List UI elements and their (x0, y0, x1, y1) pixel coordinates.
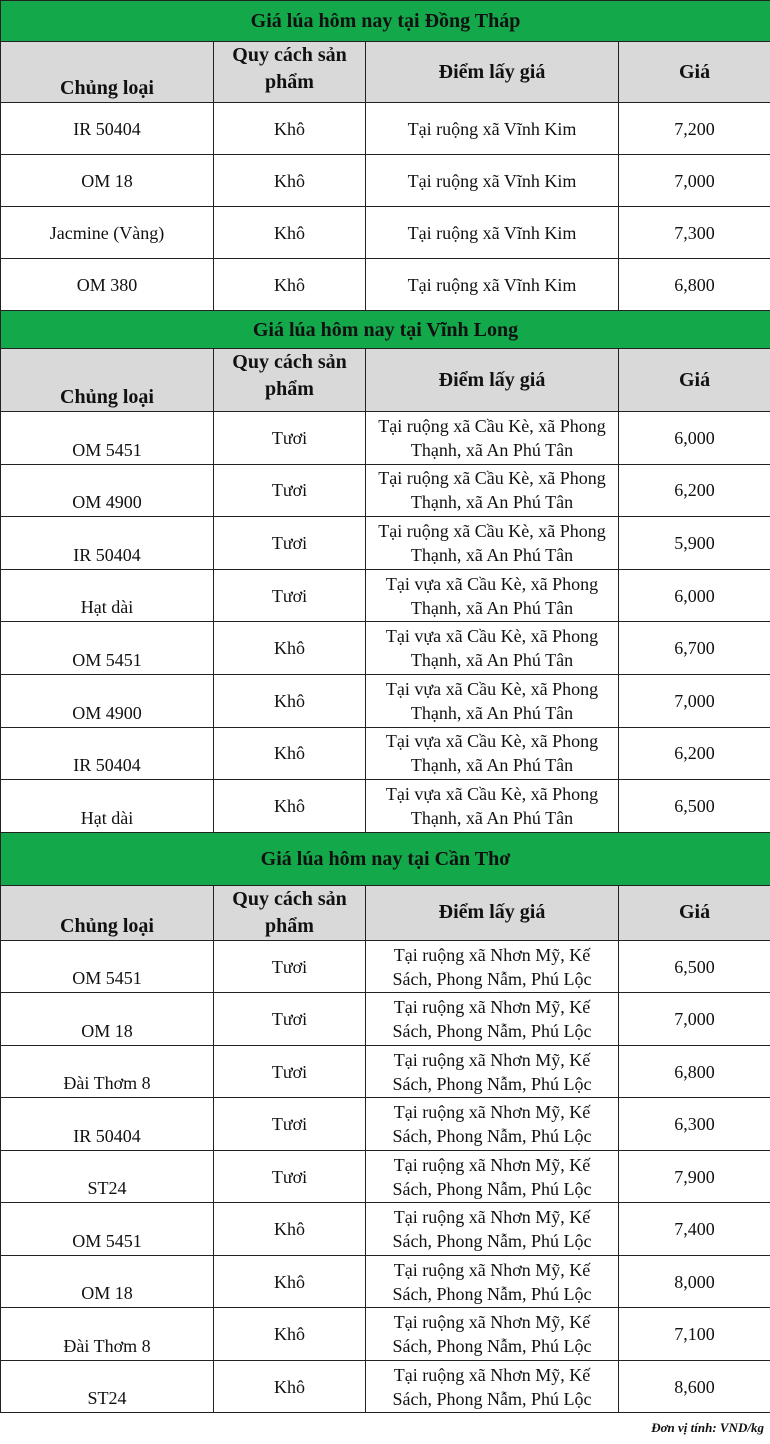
cell-spec: Khô (214, 1360, 366, 1413)
header-row (1, 885, 770, 940)
cell-price: 5,900 (619, 517, 770, 570)
cell-location: Tại ruộng xã Nhơn Mỹ, Kế Sách, Phong Nẫm, Phú Lộc (366, 1203, 619, 1256)
table-row (1, 780, 770, 833)
section-title: Giá lúa hôm nay tại Cần Thơ (1, 832, 770, 885)
cell-price: 8,000 (619, 1255, 770, 1308)
section-title-row (1, 832, 770, 885)
cell-location: Tại ruộng xã Nhơn Mỹ, Kế Sách, Phong Nẫm, Phú Lộc (366, 1360, 619, 1413)
header-type: Chủng loại (1, 885, 214, 940)
header-spec: Quy cách sản phẩm (214, 885, 366, 940)
cell-spec: Tươi (214, 1045, 366, 1098)
cell-type: OM 5451 (1, 940, 214, 993)
cell-spec: Tươi (214, 1098, 366, 1151)
cell-location: Tại ruộng xã Vĩnh Kim (366, 155, 619, 207)
header-location: Điểm lấy giá (366, 885, 619, 940)
header-row (1, 349, 770, 412)
cell-price: 7,900 (619, 1150, 770, 1203)
cell-location: Tại ruộng xã Nhơn Mỹ, Kế Sách, Phong Nẫm, Phú Lộc (366, 1255, 619, 1308)
cell-spec: Tươi (214, 1150, 366, 1203)
table-row (1, 622, 770, 675)
cell-location: Tại vựa xã Cầu Kè, xã Phong Thạnh, xã An Phú Tân (366, 674, 619, 727)
cell-price: 6,200 (619, 727, 770, 780)
table-row (1, 569, 770, 622)
cell-type: Đài Thơm 8 (1, 1045, 214, 1098)
cell-price: 6,700 (619, 622, 770, 675)
table-row (1, 993, 770, 1046)
cell-price: 6,000 (619, 569, 770, 622)
cell-type: OM 5451 (1, 412, 214, 465)
cell-price: 6,800 (619, 259, 770, 311)
cell-price: 7,000 (619, 993, 770, 1046)
cell-price: 6,500 (619, 940, 770, 993)
cell-type: Đài Thơm 8 (1, 1308, 214, 1361)
table-row (1, 464, 770, 517)
cell-location: Tại vựa xã Cầu Kè, xã Phong Thạnh, xã An Phú Tân (366, 569, 619, 622)
cell-type: Hạt dài (1, 569, 214, 622)
cell-price: 7,000 (619, 674, 770, 727)
cell-type: OM 5451 (1, 1203, 214, 1256)
cell-location: Tại ruộng xã Nhơn Mỹ, Kế Sách, Phong Nẫm, Phú Lộc (366, 1045, 619, 1098)
cell-type: ST24 (1, 1150, 214, 1203)
table-row (1, 103, 770, 155)
cell-price: 7,000 (619, 155, 770, 207)
cell-location: Tại vựa xã Cầu Kè, xã Phong Thạnh, xã An Phú Tân (366, 622, 619, 675)
cell-spec: Khô (214, 727, 366, 780)
cell-spec: Khô (214, 103, 366, 155)
table-row (1, 517, 770, 570)
cell-price: 6,800 (619, 1045, 770, 1098)
section-title: Giá lúa hôm nay tại Vĩnh Long (1, 311, 770, 349)
cell-location: Tại vựa xã Cầu Kè, xã Phong Thạnh, xã An Phú Tân (366, 780, 619, 833)
cell-price: 6,500 (619, 780, 770, 833)
header-row (1, 42, 770, 103)
cell-price: 7,300 (619, 207, 770, 259)
cell-spec: Tươi (214, 517, 366, 570)
cell-price: 7,400 (619, 1203, 770, 1256)
cell-location: Tại vựa xã Cầu Kè, xã Phong Thạnh, xã An Phú Tân (366, 727, 619, 780)
section-title-row (1, 311, 770, 349)
header-price: Giá (619, 885, 770, 940)
cell-spec: Khô (214, 1203, 366, 1256)
table-row (1, 1150, 770, 1203)
table-row (1, 1308, 770, 1361)
cell-type: OM 18 (1, 155, 214, 207)
cell-type: IR 50404 (1, 103, 214, 155)
cell-type: OM 4900 (1, 464, 214, 517)
cell-location: Tại ruộng xã Vĩnh Kim (366, 259, 619, 311)
header-price: Giá (619, 42, 770, 103)
cell-spec: Khô (214, 207, 366, 259)
cell-spec: Tươi (214, 569, 366, 622)
cell-spec: Tươi (214, 464, 366, 517)
section-title: Giá lúa hôm nay tại Đồng Tháp (1, 1, 770, 42)
cell-spec: Khô (214, 155, 366, 207)
table-row (1, 727, 770, 780)
table-row (1, 1045, 770, 1098)
cell-type: IR 50404 (1, 517, 214, 570)
table-row (1, 1203, 770, 1256)
cell-price: 6,300 (619, 1098, 770, 1151)
cell-type: IR 50404 (1, 727, 214, 780)
header-spec: Quy cách sản phẩm (214, 42, 366, 103)
table-row (1, 259, 770, 311)
cell-spec: Khô (214, 259, 366, 311)
cell-type: Jacmine (Vàng) (1, 207, 214, 259)
cell-spec: Khô (214, 1255, 366, 1308)
unit-note: Đơn vị tính: VND/kg (651, 1420, 764, 1435)
cell-price: 6,000 (619, 412, 770, 465)
table-row (1, 207, 770, 259)
header-location: Điểm lấy giá (366, 349, 619, 412)
cell-type: OM 18 (1, 1255, 214, 1308)
cell-type: Hạt dài (1, 780, 214, 833)
table-row (1, 412, 770, 465)
cell-type: OM 5451 (1, 622, 214, 675)
cell-location: Tại ruộng xã Nhơn Mỹ, Kế Sách, Phong Nẫm, Phú Lộc (366, 940, 619, 993)
table-row (1, 1360, 770, 1413)
header-location: Điểm lấy giá (366, 42, 619, 103)
table-row (1, 1255, 770, 1308)
table-row (1, 940, 770, 993)
cell-location: Tại ruộng xã Nhơn Mỹ, Kế Sách, Phong Nẫm, Phú Lộc (366, 1308, 619, 1361)
header-spec: Quy cách sản phẩm (214, 349, 366, 412)
cell-spec: Tươi (214, 940, 366, 993)
cell-price: 8,600 (619, 1360, 770, 1413)
header-type: Chủng loại (1, 42, 214, 103)
table-row (1, 1098, 770, 1151)
cell-location: Tại ruộng xã Nhơn Mỹ, Kế Sách, Phong Nẫm, Phú Lộc (366, 993, 619, 1046)
table-row (1, 674, 770, 727)
table-body (1, 1, 770, 1413)
header-type: Chủng loại (1, 349, 214, 412)
cell-price: 7,200 (619, 103, 770, 155)
cell-price: 7,100 (619, 1308, 770, 1361)
cell-spec: Tươi (214, 993, 366, 1046)
cell-spec: Khô (214, 622, 366, 675)
cell-type: OM 18 (1, 993, 214, 1046)
cell-spec: Tươi (214, 412, 366, 465)
header-price: Giá (619, 349, 770, 412)
cell-location: Tại ruộng xã Nhơn Mỹ, Kế Sách, Phong Nẫm, Phú Lộc (366, 1098, 619, 1151)
cell-location: Tại ruộng xã Cầu Kè, xã Phong Thạnh, xã An Phú Tân (366, 517, 619, 570)
cell-spec: Khô (214, 1308, 366, 1361)
cell-location: Tại ruộng xã Cầu Kè, xã Phong Thạnh, xã An Phú Tân (366, 464, 619, 517)
cell-type: OM 380 (1, 259, 214, 311)
cell-location: Tại ruộng xã Cầu Kè, xã Phong Thạnh, xã An Phú Tân (366, 412, 619, 465)
cell-type: ST24 (1, 1360, 214, 1413)
cell-type: IR 50404 (1, 1098, 214, 1151)
cell-type: OM 4900 (1, 674, 214, 727)
cell-location: Tại ruộng xã Vĩnh Kim (366, 103, 619, 155)
cell-spec: Khô (214, 780, 366, 833)
cell-location: Tại ruộng xã Vĩnh Kim (366, 207, 619, 259)
cell-price: 6,200 (619, 464, 770, 517)
section-title-row (1, 1, 770, 42)
cell-spec: Khô (214, 674, 366, 727)
table-row (1, 155, 770, 207)
cell-location: Tại ruộng xã Nhơn Mỹ, Kế Sách, Phong Nẫm, Phú Lộc (366, 1150, 619, 1203)
